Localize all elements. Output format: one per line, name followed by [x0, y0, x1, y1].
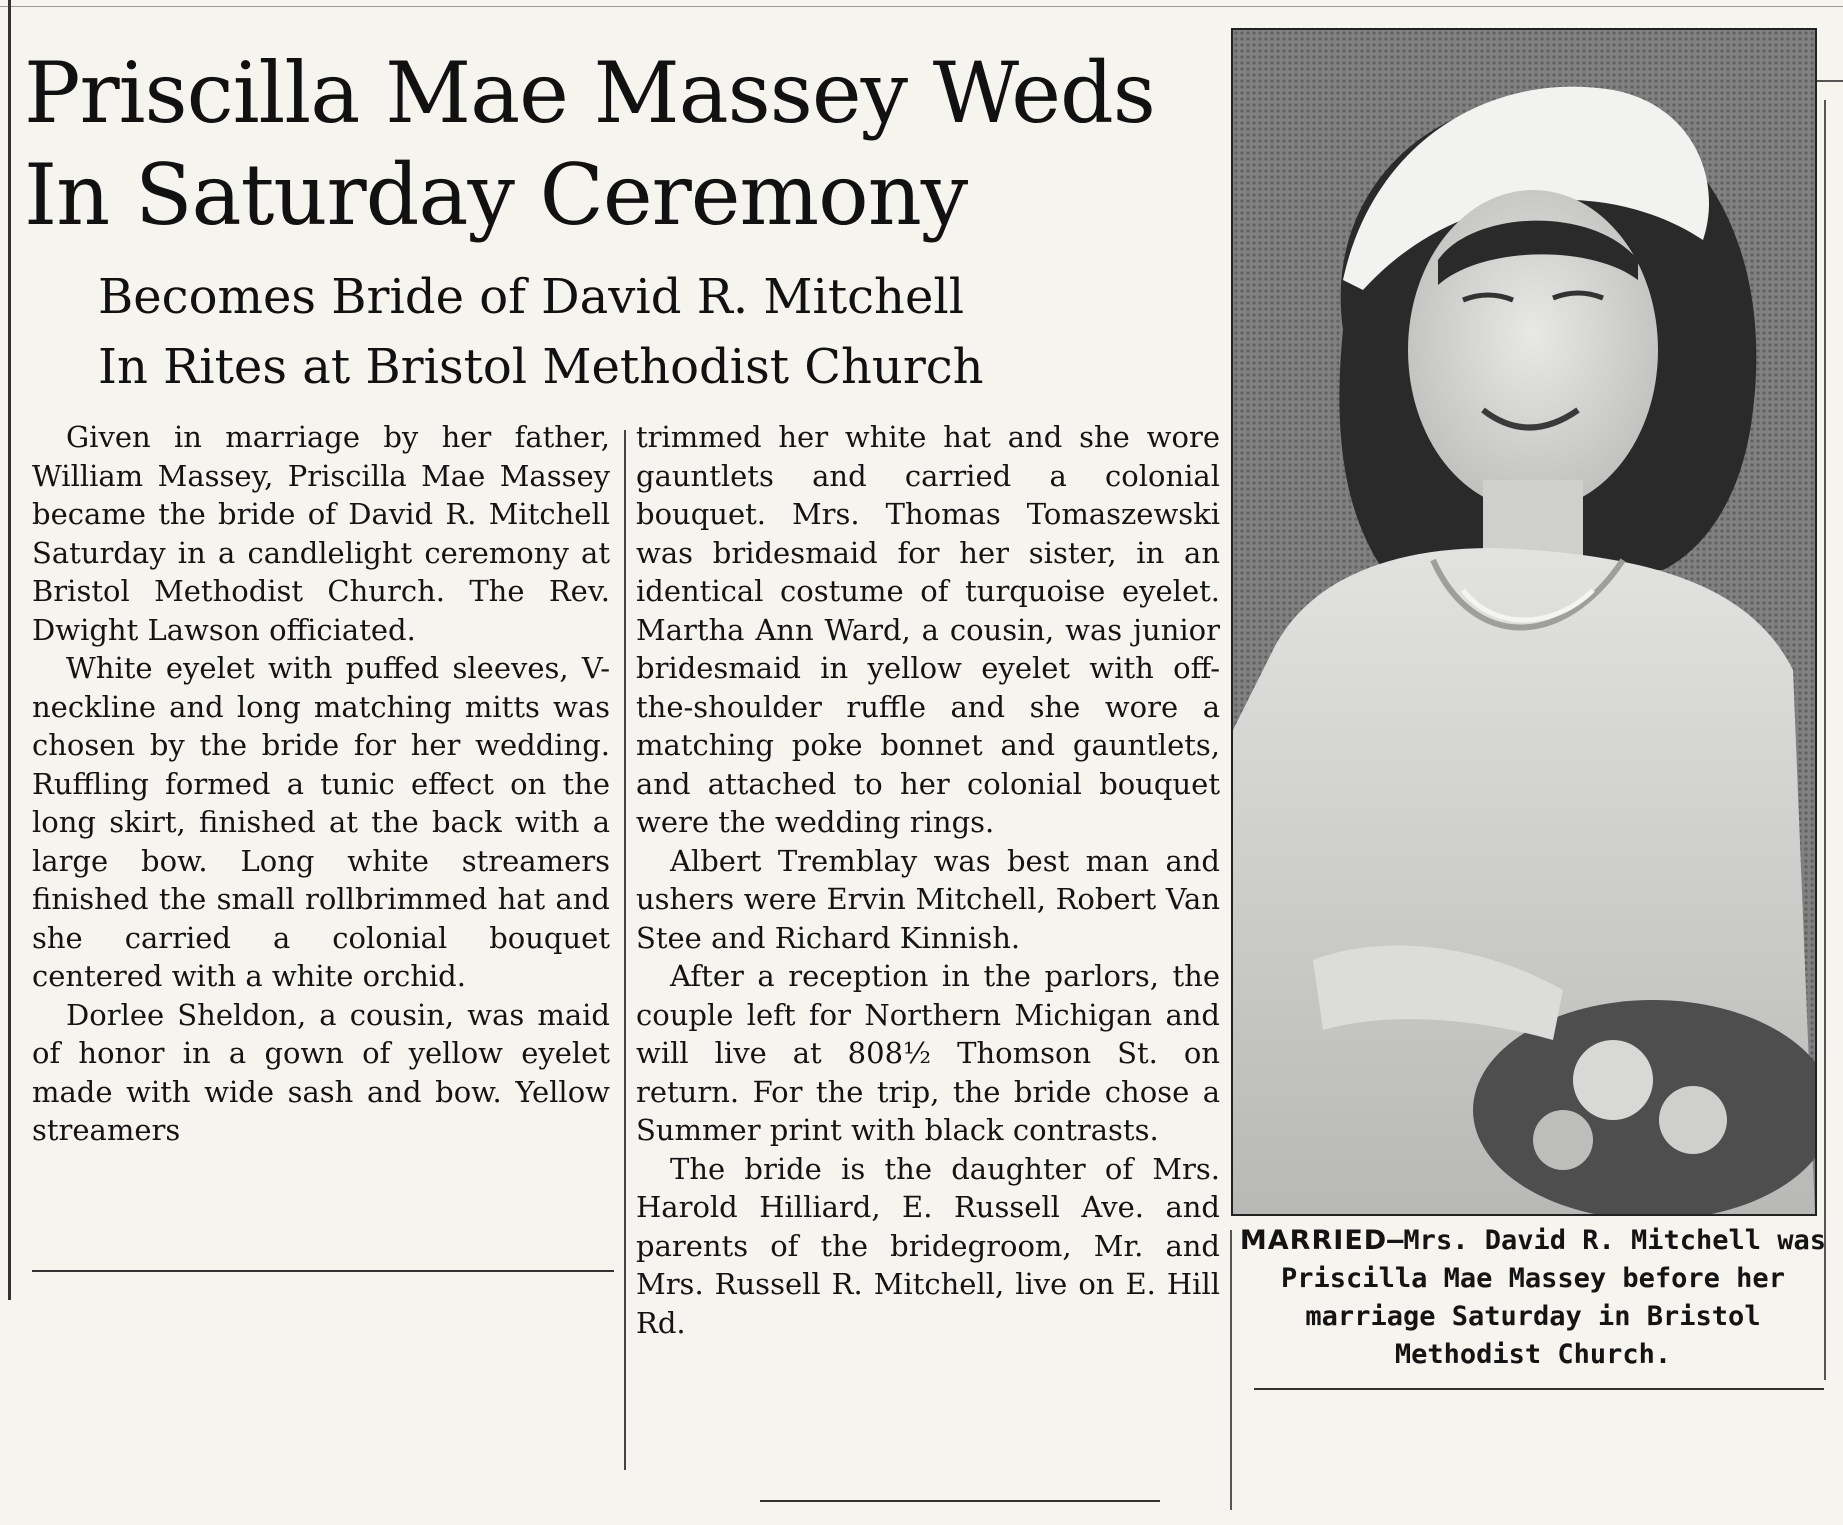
article-paragraph: Given in marriage by her father, William Massey, Priscilla Mae Massey became the bride of David R. Mitchell Saturday in a candlelight ceremony at Bristol Methodist Church. The Rev. Dwight Lawson officiated. — [32, 420, 610, 647]
photo-caption — [1238, 1222, 1828, 1374]
caption-end-rule — [1254, 1388, 1824, 1390]
article-paragraph: White eyelet with puffed sleeves, V-neckline and long matching mitts was chosen by the bride for her wedding. Ruffling formed a tunic effect on the long skirt, finished at the back with a large bow. Long white streamers finished the small rollbrimmed hat and she carried a colonial bouquet centered with a white orchid. — [32, 651, 610, 993]
headline-line-1: Priscilla Mae Massey Weds — [24, 44, 1155, 142]
subheadline-line-2: In Rites at Bristol Methodist Church — [98, 339, 984, 395]
bride-portrait-icon — [1233, 30, 1815, 1214]
article-column-1 — [32, 418, 610, 1150]
subheadline — [98, 262, 1198, 402]
clipping-right-edge — [1824, 100, 1826, 1380]
headline-line-2: In Saturday Ceremony — [24, 146, 968, 244]
headline — [24, 42, 1204, 246]
subheadline-line-1: Becomes Bride of David R. Mitchell — [98, 269, 965, 325]
column-1-end-rule — [32, 1270, 614, 1272]
column-2-end-rule — [760, 1500, 1160, 1502]
article-paragraph: After a reception in the parlors, the couple left for Northern Michigan and will live at 808½ Thomson St. on return. For the trip, the bride chose a Summer print with black contrasts. — [636, 959, 1220, 1147]
article-paragraph: The bride is the daughter of Mrs. Harold Hilliard, E. Russell Ave. and parents of the bridegroom, Mr. and Mrs. Russell R. Mitchell, live on E. Hill Rd. — [636, 1151, 1220, 1340]
article-paragraph: Dorlee Sheldon, a cousin, was maid of honor in a gown of yellow eyelet made with wide sash and bow. Yellow streamers — [32, 997, 610, 1147]
clipping-top-edge — [0, 6, 1843, 7]
clipping-right-notch — [1815, 80, 1843, 82]
caption-text: —Mrs. David R. Mitchell was Priscilla Mae Massey before her marriage Saturday in Bristol Methodist Church. — [1281, 1225, 1827, 1370]
bride-photo — [1231, 28, 1817, 1216]
caption-lead: MARRIED — [1239, 1225, 1388, 1256]
article-paragraph: Albert Tremblay was best man and ushers were Ervin Mitchell, Robert Van Stee and Richard Kinnish. — [636, 843, 1220, 955]
column-2-right-rule — [1230, 1230, 1232, 1510]
clipping-left-edge — [8, 0, 11, 1300]
article-paragraph: trimmed her white hat and she wore gauntlets and carried a colonial bouquet. Mrs. Thomas Tomaszewski was bridesmaid for her sister, in an identical costume of turquoise eyelet. Martha Ann Ward, a cousin, was junior bridesmaid in yellow eyelet with off-the-shoulder ruffle and she wore a matching poke bonnet and gauntlets, and attached to her colonial bouquet were the wedding rings. — [636, 420, 1220, 839]
column-divider — [624, 430, 626, 1470]
article-column-2 — [636, 418, 1220, 1342]
